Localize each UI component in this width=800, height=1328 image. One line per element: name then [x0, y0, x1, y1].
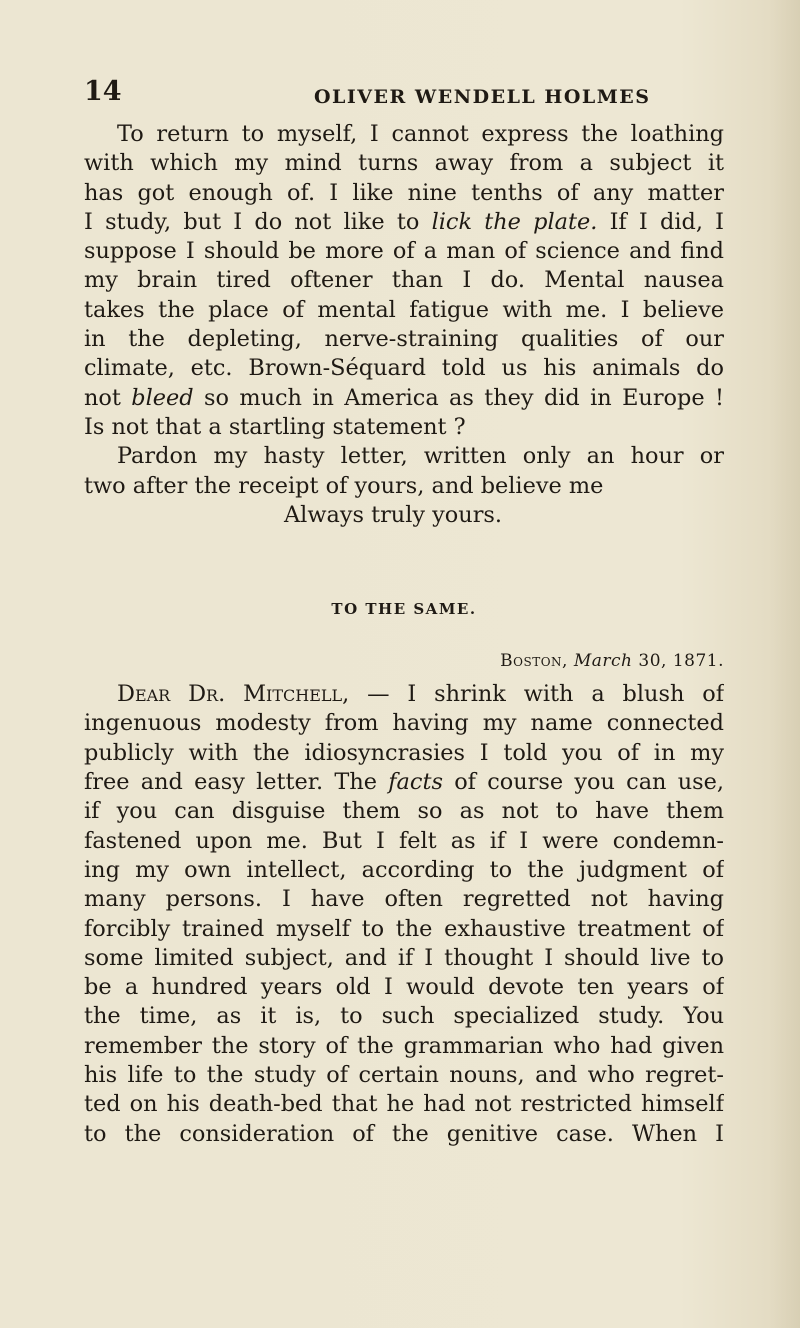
text-line: has got enough of. I like nine tenths of any matter: [84, 179, 724, 206]
text-line: takes the place of mental fatigue with me. I believe: [84, 296, 724, 323]
text-line: Pardon my hasty letter, written only an hour or: [117, 443, 724, 470]
text-line: to the consideration of the genitive case. When I: [84, 1120, 724, 1147]
text-line: his life to the study of certain nouns, and who regret-: [84, 1062, 724, 1089]
italic-word: facts: [388, 769, 443, 796]
running-head: OLIVER WENDELL HOLMES: [314, 86, 651, 108]
text-line: forcibly trained myself to the exhaustive treatment of: [84, 915, 724, 942]
text-line: ing my own intellect, according to the judgment of: [84, 856, 724, 883]
text-line: be a hundred years old I would devote ten years of: [84, 974, 724, 1001]
text-span: The: [334, 769, 377, 796]
text-span: so much in America as they did in Europe !: [204, 384, 724, 411]
text-line: two after the receipt of yours, and believe me: [84, 472, 604, 499]
text-span: — I shrink with a blush of: [367, 681, 724, 708]
text-line: ted on his death-bed that he had not restricted himself: [84, 1091, 724, 1118]
text-line: my brain tired oftener than I do. Mental nausea: [84, 267, 724, 294]
italic-phrase: lick the plate.: [431, 208, 598, 235]
closing: Always truly yours.: [284, 501, 503, 528]
text-span: I study, but I do not like to: [84, 208, 420, 235]
text-line: the time, as it is, to such specialized study. You: [84, 1003, 724, 1030]
text-line: many persons. I have often regretted not having: [84, 886, 724, 913]
italic-word: bleed: [131, 384, 194, 411]
text-line: in the depleting, nerve-straining qualities of our: [84, 326, 724, 353]
text-span: of course you can use,: [454, 769, 724, 796]
text-line: if you can disguise them so as not to have them: [84, 798, 724, 825]
letter-body: [84, 680, 724, 1149]
text-line: To return to myself, I cannot express the loathing: [117, 121, 724, 147]
dateline-month: March: [573, 651, 633, 672]
text-line: [84, 384, 724, 413]
letter-heading: TO THE SAME.: [331, 600, 477, 619]
text-line: suppose I should be more of a man of science and find: [84, 238, 724, 265]
text-span: If I did, I: [609, 208, 724, 235]
text-line: [84, 208, 724, 237]
salutation-line: [84, 680, 724, 709]
letter-continuation: [84, 120, 724, 530]
text-line: remember the story of the grammarian who had given: [84, 1032, 724, 1059]
text-span: free and easy letter.: [84, 769, 324, 796]
page-header: [84, 74, 724, 114]
text-line: climate, etc. Brown-Séquard told us his animals do: [84, 355, 724, 382]
page-body: [84, 120, 724, 1149]
text-line: [84, 768, 724, 797]
dateline-place: Boston,: [500, 651, 568, 672]
text-line: Is not that a startling statement ?: [84, 413, 466, 440]
page-number: 14: [84, 76, 122, 107]
salutation: Dear Dr. Mitchell,: [117, 681, 350, 708]
text-line: publicly with the idiosyncrasies I told you of in my: [84, 739, 724, 766]
text-line: with which my mind turns away from a subject it: [84, 150, 724, 177]
dateline-date: 30, 1871.: [638, 651, 724, 672]
text-line: some limited subject, and if I thought I should live to: [84, 944, 724, 971]
text-span: not: [84, 384, 121, 411]
dateline: [84, 642, 724, 680]
text-line: ingenuous modesty from having my name connected: [84, 710, 724, 737]
text-line: fastened upon me. But I felt as if I were condemn-: [84, 827, 724, 854]
